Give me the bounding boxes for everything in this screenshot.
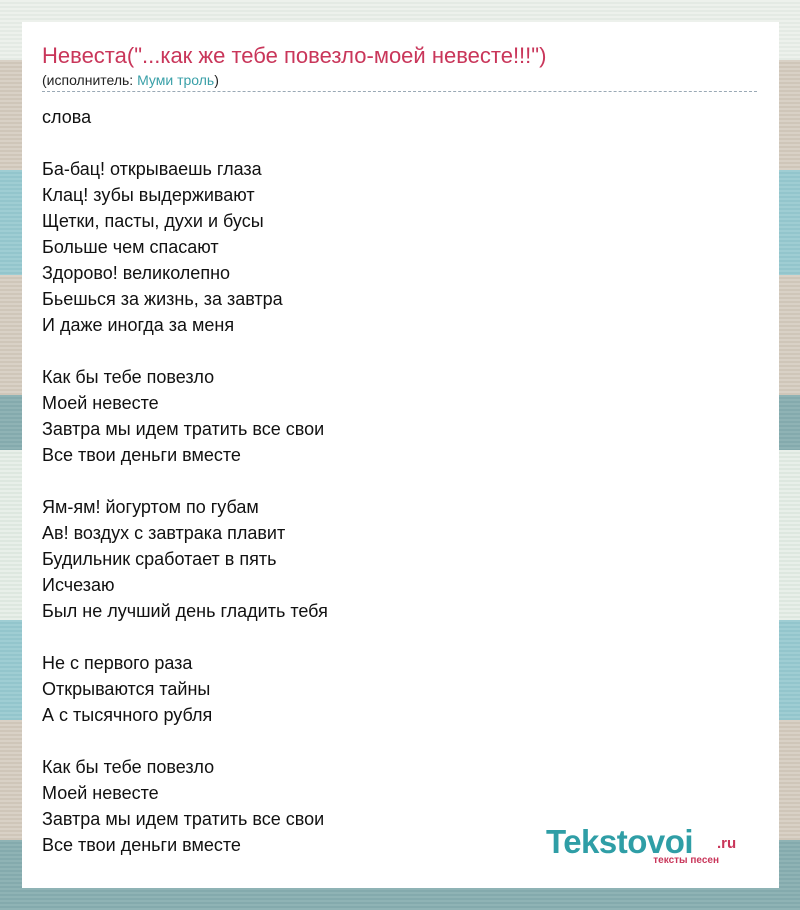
lyric-line: Больше чем спасают xyxy=(42,237,219,257)
lyric-line: Ям-ям! йогуртом по губам xyxy=(42,497,259,517)
lyrics-body xyxy=(42,104,759,858)
logo-tld: .ru xyxy=(717,835,737,852)
logo-tagline: тексты песен xyxy=(653,855,719,866)
lyric-line: Бьешься за жизнь, за завтра xyxy=(42,289,283,309)
lyric-line: Все твои деньги вместе xyxy=(42,445,241,465)
lyric-line: Клац! зубы выдерживают xyxy=(42,185,255,205)
lyric-line: Ав! воздух с завтрака плавит xyxy=(42,523,286,543)
lyric-line: А с тысячного рубля xyxy=(42,705,213,725)
lyric-line: Завтра мы идем тратить все свои xyxy=(42,419,325,439)
lyric-line: Как бы тебе повезло xyxy=(42,757,215,777)
lyric-line: Как бы тебе повезло xyxy=(42,367,215,387)
lyric-line: Завтра мы идем тратить все свои xyxy=(42,809,325,829)
lyric-line xyxy=(42,624,759,650)
performer-prefix: (исполнитель: xyxy=(42,72,138,88)
lyric-line: И даже иногда за меня xyxy=(42,315,235,335)
lyric-line: Моей невесте xyxy=(42,393,159,413)
lyric-line: Не с первого раза xyxy=(42,653,193,673)
lyric-line: слова xyxy=(42,107,92,127)
performer-line xyxy=(42,71,757,92)
lyric-line: Открываются тайны xyxy=(42,679,211,699)
lyric-line: Моей невесте xyxy=(42,783,159,803)
lyric-line: Исчезаю xyxy=(42,575,115,595)
site-logo[interactable] xyxy=(546,824,751,868)
logo-wordmark: Tekstovoi xyxy=(546,823,694,860)
lyric-line xyxy=(42,468,759,494)
lyric-line: Будильник сработает в пять xyxy=(42,549,277,569)
lyric-line: Щетки, пасты, духи и бусы xyxy=(42,211,264,231)
lyric-line xyxy=(42,338,759,364)
lyric-line xyxy=(42,728,759,754)
lyric-line: Ба-бац! открываешь глаза xyxy=(42,159,262,179)
lyric-line: Был не лучший день гладить тебя xyxy=(42,601,328,621)
lyric-line xyxy=(42,130,759,156)
song-title: Невеста("...как же тебе повезло-моей невесте!!!") xyxy=(42,43,547,68)
lyric-line: Все твои деньги вместе xyxy=(42,835,241,855)
lyrics-card xyxy=(22,22,779,888)
lyric-line: Здорово! великолепно xyxy=(42,263,231,283)
performer-suffix: ) xyxy=(214,72,219,88)
performer-link[interactable]: Муми троль xyxy=(137,72,215,88)
